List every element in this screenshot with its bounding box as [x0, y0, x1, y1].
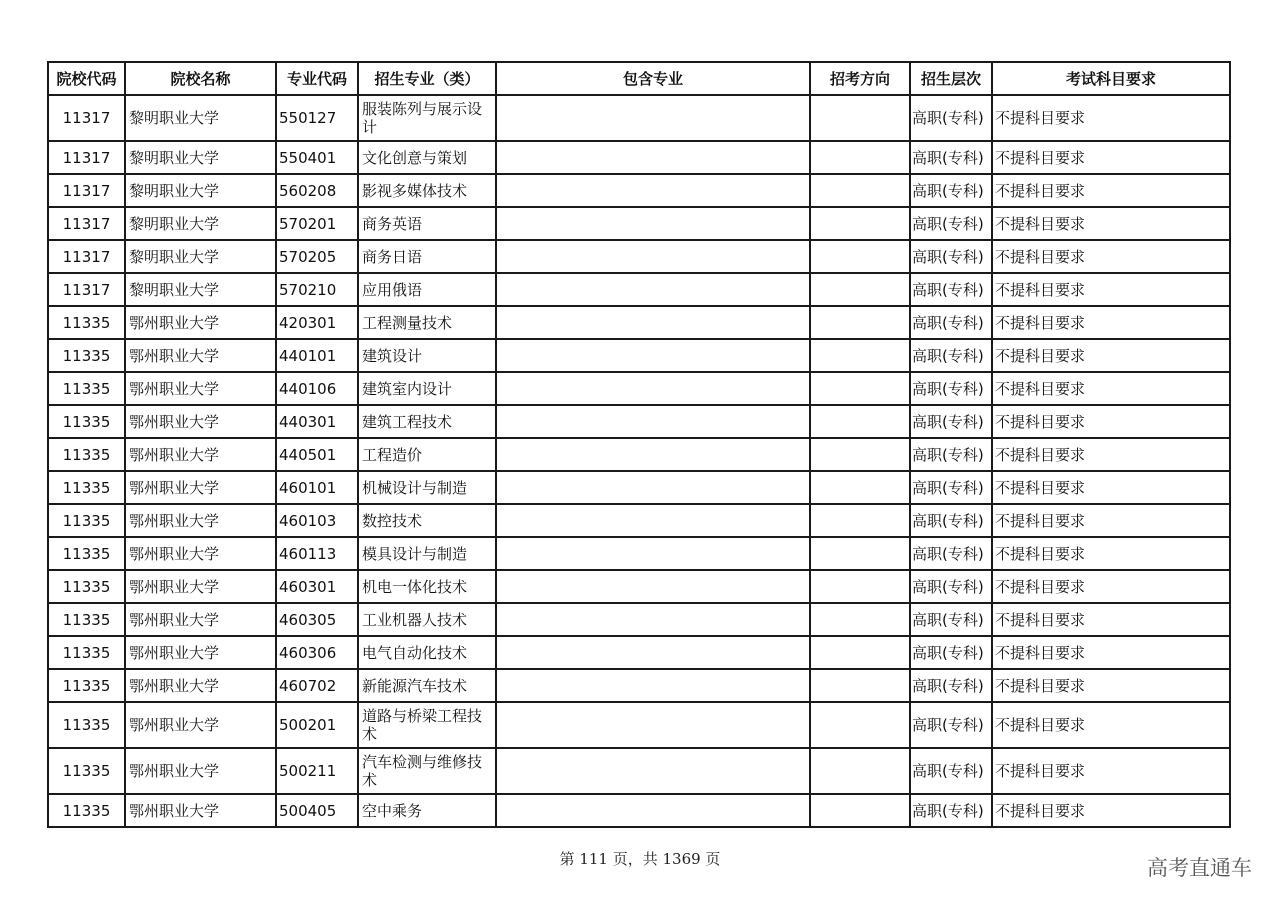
cell-major: 文化创意与策划: [358, 141, 496, 174]
cell-subject-requirement: 不提科目要求: [992, 669, 1230, 702]
cell-major-code: 460306: [276, 636, 358, 669]
cell-major: 影视多媒体技术: [358, 174, 496, 207]
table-row: [48, 207, 1230, 240]
cell-school-name: 鄂州职业大学: [125, 504, 276, 537]
admissions-table-container: [47, 61, 1231, 828]
cell-level: 高职(专科): [910, 504, 992, 537]
cell-major-code: 420301: [276, 306, 358, 339]
cell-major-code: 570210: [276, 273, 358, 306]
cell-major-code: 500405: [276, 794, 358, 827]
cell-school-name: 鄂州职业大学: [125, 438, 276, 471]
table-row: [48, 273, 1230, 306]
cell-school-code: 11335: [48, 339, 125, 372]
cell-subject-requirement: 不提科目要求: [992, 273, 1230, 306]
cell-school-code: 11335: [48, 438, 125, 471]
cell-major-code: 440101: [276, 339, 358, 372]
cell-subject-requirement: 不提科目要求: [992, 748, 1230, 794]
cell-included-majors: [496, 141, 810, 174]
cell-direction: [810, 339, 910, 372]
cell-subject-requirement: 不提科目要求: [992, 95, 1230, 141]
cell-major-code: 570205: [276, 240, 358, 273]
cell-major-code: 440106: [276, 372, 358, 405]
cell-school-name: 鄂州职业大学: [125, 372, 276, 405]
cell-school-name: 黎明职业大学: [125, 273, 276, 306]
cell-subject-requirement: 不提科目要求: [992, 240, 1230, 273]
cell-school-name: 鄂州职业大学: [125, 339, 276, 372]
cell-major-code: 550401: [276, 141, 358, 174]
header-major-code: 专业代码: [276, 62, 358, 95]
cell-school-name: 鄂州职业大学: [125, 669, 276, 702]
cell-major-code: 460113: [276, 537, 358, 570]
cell-direction: [810, 603, 910, 636]
cell-major: 机械设计与制造: [358, 471, 496, 504]
cell-major: 空中乘务: [358, 794, 496, 827]
cell-included-majors: [496, 471, 810, 504]
table-row: [48, 636, 1230, 669]
cell-direction: [810, 141, 910, 174]
cell-major-code: 440301: [276, 405, 358, 438]
cell-included-majors: [496, 95, 810, 141]
cell-subject-requirement: 不提科目要求: [992, 438, 1230, 471]
cell-direction: [810, 537, 910, 570]
cell-school-name: 黎明职业大学: [125, 174, 276, 207]
cell-included-majors: [496, 570, 810, 603]
cell-level: 高职(专科): [910, 339, 992, 372]
cell-included-majors: [496, 438, 810, 471]
cell-level: 高职(专科): [910, 603, 992, 636]
cell-school-name: 黎明职业大学: [125, 207, 276, 240]
header-major: 招生专业（类）: [358, 62, 496, 95]
cell-school-name: 鄂州职业大学: [125, 306, 276, 339]
header-row: [48, 62, 1230, 95]
cell-subject-requirement: 不提科目要求: [992, 306, 1230, 339]
cell-included-majors: [496, 794, 810, 827]
cell-included-majors: [496, 306, 810, 339]
cell-school-name: 鄂州职业大学: [125, 471, 276, 504]
table-body: [48, 95, 1230, 827]
cell-included-majors: [496, 702, 810, 748]
cell-school-name: 黎明职业大学: [125, 240, 276, 273]
cell-school-name: 鄂州职业大学: [125, 702, 276, 748]
cell-direction: [810, 748, 910, 794]
cell-level: 高职(专科): [910, 471, 992, 504]
cell-subject-requirement: 不提科目要求: [992, 405, 1230, 438]
cell-direction: [810, 405, 910, 438]
cell-included-majors: [496, 603, 810, 636]
table-row: [48, 339, 1230, 372]
cell-school-code: 11335: [48, 405, 125, 438]
cell-school-code: 11335: [48, 603, 125, 636]
cell-major-code: 460702: [276, 669, 358, 702]
cell-included-majors: [496, 240, 810, 273]
cell-major-code: 500201: [276, 702, 358, 748]
cell-level: 高职(专科): [910, 95, 992, 141]
table-row: [48, 570, 1230, 603]
cell-direction: [810, 306, 910, 339]
header-included-majors: 包含专业: [496, 62, 810, 95]
cell-included-majors: [496, 636, 810, 669]
cell-direction: [810, 95, 910, 141]
cell-direction: [810, 240, 910, 273]
cell-level: 高职(专科): [910, 405, 992, 438]
cell-major-code: 460103: [276, 504, 358, 537]
header-level: 招生层次: [910, 62, 992, 95]
cell-major-code: 460101: [276, 471, 358, 504]
cell-school-code: 11335: [48, 794, 125, 827]
table-row: [48, 603, 1230, 636]
cell-major: 汽车检测与维修技术: [358, 748, 496, 794]
cell-subject-requirement: 不提科目要求: [992, 471, 1230, 504]
cell-direction: [810, 570, 910, 603]
cell-level: 高职(专科): [910, 306, 992, 339]
cell-level: 高职(专科): [910, 438, 992, 471]
cell-subject-requirement: 不提科目要求: [992, 141, 1230, 174]
cell-subject-requirement: 不提科目要求: [992, 794, 1230, 827]
cell-school-code: 11335: [48, 570, 125, 603]
cell-subject-requirement: 不提科目要求: [992, 339, 1230, 372]
cell-direction: [810, 372, 910, 405]
table-row: [48, 95, 1230, 141]
cell-level: 高职(专科): [910, 702, 992, 748]
cell-included-majors: [496, 405, 810, 438]
cell-school-name: 黎明职业大学: [125, 141, 276, 174]
cell-level: 高职(专科): [910, 537, 992, 570]
cell-school-name: 黎明职业大学: [125, 95, 276, 141]
cell-major: 商务英语: [358, 207, 496, 240]
cell-major-code: 460305: [276, 603, 358, 636]
cell-major: 电气自动化技术: [358, 636, 496, 669]
cell-level: 高职(专科): [910, 207, 992, 240]
cell-school-code: 11317: [48, 207, 125, 240]
cell-direction: [810, 471, 910, 504]
cell-included-majors: [496, 339, 810, 372]
table-row: [48, 141, 1230, 174]
cell-level: 高职(专科): [910, 372, 992, 405]
cell-subject-requirement: 不提科目要求: [992, 636, 1230, 669]
cell-school-code: 11335: [48, 504, 125, 537]
cell-school-code: 11317: [48, 95, 125, 141]
cell-major-code: 460301: [276, 570, 358, 603]
cell-included-majors: [496, 669, 810, 702]
cell-subject-requirement: 不提科目要求: [992, 537, 1230, 570]
cell-included-majors: [496, 372, 810, 405]
cell-school-code: 11335: [48, 471, 125, 504]
cell-major: 建筑室内设计: [358, 372, 496, 405]
cell-major: 机电一体化技术: [358, 570, 496, 603]
cell-school-name: 鄂州职业大学: [125, 570, 276, 603]
page-number: 第 111 页，共 1369 页: [559, 850, 721, 868]
header-direction: 招考方向: [810, 62, 910, 95]
cell-major: 数控技术: [358, 504, 496, 537]
table-row: [48, 537, 1230, 570]
cell-school-code: 11335: [48, 537, 125, 570]
cell-school-code: 11317: [48, 273, 125, 306]
cell-level: 高职(专科): [910, 141, 992, 174]
cell-level: 高职(专科): [910, 636, 992, 669]
cell-subject-requirement: 不提科目要求: [992, 504, 1230, 537]
cell-school-code: 11335: [48, 669, 125, 702]
cell-level: 高职(专科): [910, 794, 992, 827]
cell-major: 新能源汽车技术: [358, 669, 496, 702]
cell-direction: [810, 702, 910, 748]
cell-major: 建筑设计: [358, 339, 496, 372]
table-row: [48, 702, 1230, 748]
cell-level: 高职(专科): [910, 669, 992, 702]
cell-major: 工程测量技术: [358, 306, 496, 339]
cell-direction: [810, 504, 910, 537]
table-row: [48, 174, 1230, 207]
cell-school-name: 鄂州职业大学: [125, 405, 276, 438]
cell-school-name: 鄂州职业大学: [125, 748, 276, 794]
cell-subject-requirement: 不提科目要求: [992, 702, 1230, 748]
cell-major: 商务日语: [358, 240, 496, 273]
cell-included-majors: [496, 207, 810, 240]
cell-included-majors: [496, 748, 810, 794]
cell-school-name: 鄂州职业大学: [125, 537, 276, 570]
cell-major: 建筑工程技术: [358, 405, 496, 438]
cell-major: 应用俄语: [358, 273, 496, 306]
cell-major-code: 570201: [276, 207, 358, 240]
cell-level: 高职(专科): [910, 570, 992, 603]
table-row: [48, 240, 1230, 273]
cell-school-code: 11317: [48, 240, 125, 273]
header-subject-requirement: 考试科目要求: [992, 62, 1230, 95]
table-row: [48, 405, 1230, 438]
cell-included-majors: [496, 174, 810, 207]
cell-school-code: 11317: [48, 174, 125, 207]
table-row: [48, 372, 1230, 405]
cell-subject-requirement: 不提科目要求: [992, 372, 1230, 405]
cell-school-name: 鄂州职业大学: [125, 794, 276, 827]
admissions-table: [47, 61, 1231, 828]
cell-level: 高职(专科): [910, 273, 992, 306]
table-row: [48, 504, 1230, 537]
table-row: [48, 794, 1230, 827]
cell-school-code: 11335: [48, 306, 125, 339]
cell-major: 工业机器人技术: [358, 603, 496, 636]
table-row: [48, 669, 1230, 702]
cell-school-name: 鄂州职业大学: [125, 603, 276, 636]
watermark-text: 高考直通车: [1147, 856, 1252, 880]
cell-direction: [810, 438, 910, 471]
cell-major-code: 440501: [276, 438, 358, 471]
cell-school-code: 11335: [48, 748, 125, 794]
cell-school-name: 鄂州职业大学: [125, 636, 276, 669]
table-row: [48, 748, 1230, 794]
cell-school-code: 11317: [48, 141, 125, 174]
cell-level: 高职(专科): [910, 174, 992, 207]
cell-major: 工程造价: [358, 438, 496, 471]
cell-level: 高职(专科): [910, 748, 992, 794]
cell-included-majors: [496, 537, 810, 570]
cell-level: 高职(专科): [910, 240, 992, 273]
cell-major-code: 550127: [276, 95, 358, 141]
cell-subject-requirement: 不提科目要求: [992, 570, 1230, 603]
cell-major: 模具设计与制造: [358, 537, 496, 570]
cell-major: 服装陈列与展示设计: [358, 95, 496, 141]
header-school-name: 院校名称: [125, 62, 276, 95]
cell-included-majors: [496, 504, 810, 537]
cell-included-majors: [496, 273, 810, 306]
cell-subject-requirement: 不提科目要求: [992, 603, 1230, 636]
cell-direction: [810, 669, 910, 702]
cell-direction: [810, 636, 910, 669]
cell-direction: [810, 273, 910, 306]
cell-direction: [810, 207, 910, 240]
cell-direction: [810, 794, 910, 827]
cell-subject-requirement: 不提科目要求: [992, 174, 1230, 207]
header-school-code: 院校代码: [48, 62, 125, 95]
cell-subject-requirement: 不提科目要求: [992, 207, 1230, 240]
cell-major-code: 560208: [276, 174, 358, 207]
cell-school-code: 11335: [48, 372, 125, 405]
cell-major: 道路与桥梁工程技术: [358, 702, 496, 748]
table-row: [48, 471, 1230, 504]
table-row: [48, 438, 1230, 471]
table-row: [48, 306, 1230, 339]
cell-school-code: 11335: [48, 702, 125, 748]
cell-major-code: 500211: [276, 748, 358, 794]
cell-direction: [810, 174, 910, 207]
cell-school-code: 11335: [48, 636, 125, 669]
